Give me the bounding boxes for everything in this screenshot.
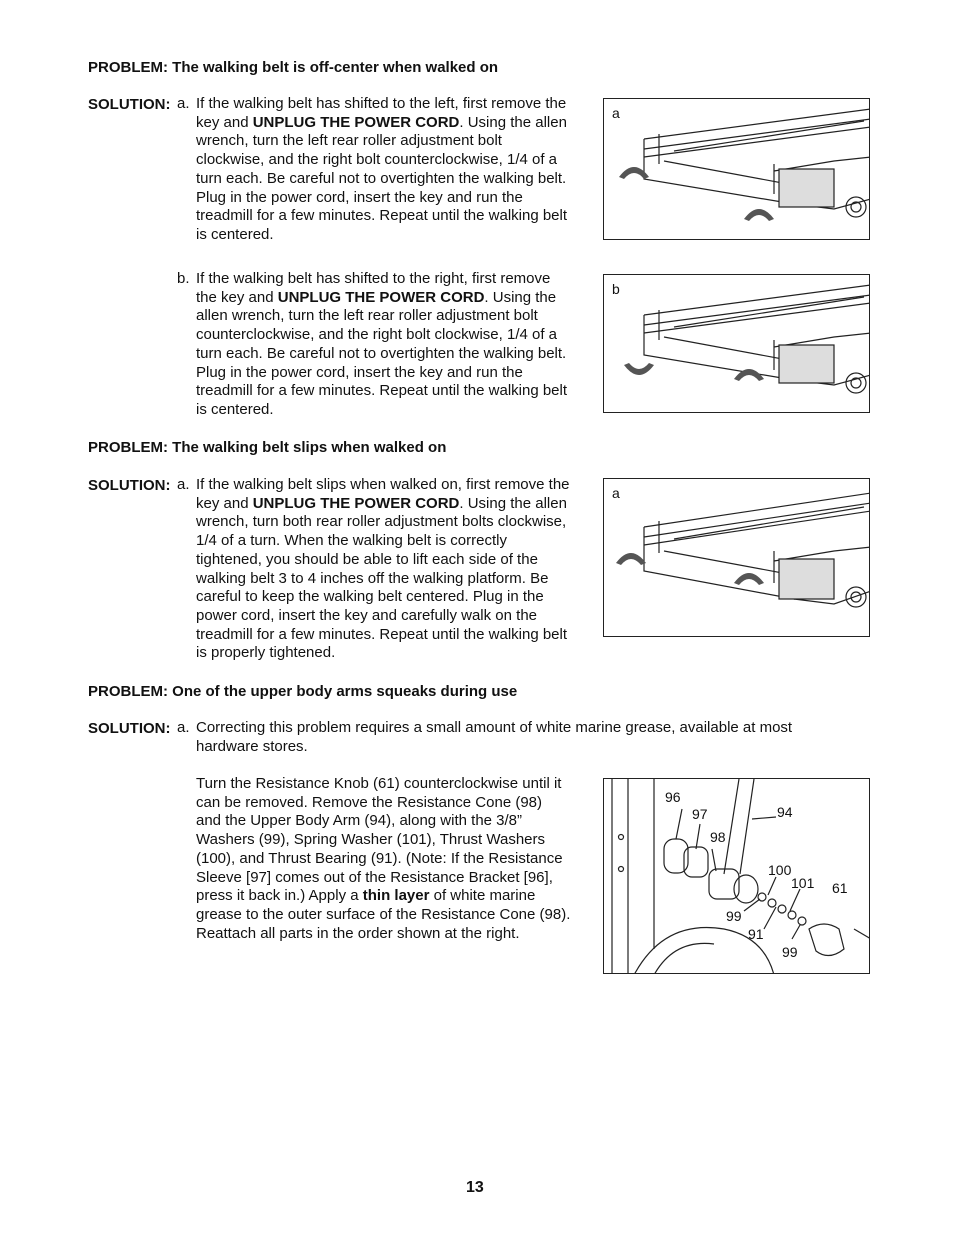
upper-body-arm-parts-figure: [603, 778, 870, 974]
part-callout-96: 96: [665, 789, 681, 805]
step-letter: a.: [177, 719, 190, 736]
treadmill-rear-roller-illustration: [604, 99, 870, 240]
problem-heading-slips: PROBLEM: The walking belt slips when walked on: [88, 439, 447, 456]
part-callout-94: 94: [777, 804, 793, 820]
part-callout-101: 101: [791, 875, 815, 891]
step-text-squeaks-intro: Correcting this problem requires a small amount of white marine grease, available at most hardware stores.: [196, 719, 793, 755]
solution-label: SOLUTION:: [88, 477, 171, 494]
part-callout-91: 91: [748, 926, 764, 942]
treadmill-figure-a: [603, 98, 870, 240]
solution-label: SOLUTION:: [88, 720, 171, 737]
step-letter: a.: [177, 476, 190, 493]
page-number: 13: [466, 1179, 484, 1196]
part-callout-61: 61: [832, 880, 848, 896]
figure-letter: b: [612, 281, 620, 297]
part-callout-97: 97: [692, 806, 708, 822]
upper-body-arm-exploded-illustration: [604, 779, 870, 974]
step-text-slips-a: If the walking belt slips when walked on, first remove the key and UNPLUG THE POWER CORD. Using the allen wrench, turn both rear roller adjustment bolts clockwise, 1/4 of a turn. When the walking belt is correctly tightened, you should be able to lift each side of the walking belt 3 to 4 inches off the walking platform. Be careful to keep the walking belt centered. Plug in the power cord, insert the key and carefully walk on the treadmill for a few minutes. Repeat until the walking belt is properly tightened.: [196, 476, 570, 662]
part-callout-99: 99: [782, 944, 798, 960]
step-text-offcenter-a: If the walking belt has shifted to the left, first remove the key and UNPLUG THE POWER CORD. Using the allen wrench, turn the left rear roller adjustment bolt clockwise, and the right bolt counterclockwise, 1/4 of a turn each. Be careful not to overtighten the walking belt. Plug in the power cord, insert the key and run the treadmill for a few minutes. Repeat until the walking belt is centered.: [196, 95, 568, 243]
step-text-offcenter-b: If the walking belt has shifted to the right, first remove the key and UNPLUG THE POWER CORD. Using the allen wrench, turn the left rear roller adjustment bolt counterclockwise, and the right bolt clockwise, 1/4 of a turn each. Be careful not to overtighten the walking belt. Plug in the power cord, insert the key and run the treadmill for a few minutes. Repeat until the walking belt is centered.: [196, 270, 568, 418]
problem-heading-squeaks: PROBLEM: One of the upper body arms squeaks during use: [88, 683, 518, 700]
figure-letter: a: [612, 105, 620, 121]
figure-letter: a: [612, 485, 620, 501]
treadmill-figure-b: [603, 274, 870, 413]
treadmill-rear-roller-illustration: [604, 275, 870, 413]
step-text-squeaks-instructions: Turn the Resistance Knob (61) counterclockwise until it can be removed. Remove the Resistance Cone (98) and the Upper Body Arm (94), along with the 3/8” Washers (99), Spring Washer (101), Thrust Washers (100), and Thrust Bearing (91). (Note: If the Resistance Sleeve [97] comes out of the Resistance Bracket [96], press it back in.) Apply a thin layer of white marine grease to the outer surface of the Resistance Cone (98). Reattach all parts in the order shown at the right.: [196, 775, 571, 942]
solution-label: SOLUTION:: [88, 96, 171, 113]
step-letter: b.: [177, 270, 190, 287]
part-callout-98: 98: [710, 829, 726, 845]
problem-heading-off-center: PROBLEM: The walking belt is off-center when walked on: [88, 59, 499, 76]
step-letter: a.: [177, 95, 190, 112]
treadmill-figure-slips-a: [603, 478, 870, 637]
part-callout-99: 99: [726, 908, 742, 924]
part-callout-100: 100: [768, 862, 792, 878]
treadmill-rear-roller-illustration: [604, 479, 870, 637]
